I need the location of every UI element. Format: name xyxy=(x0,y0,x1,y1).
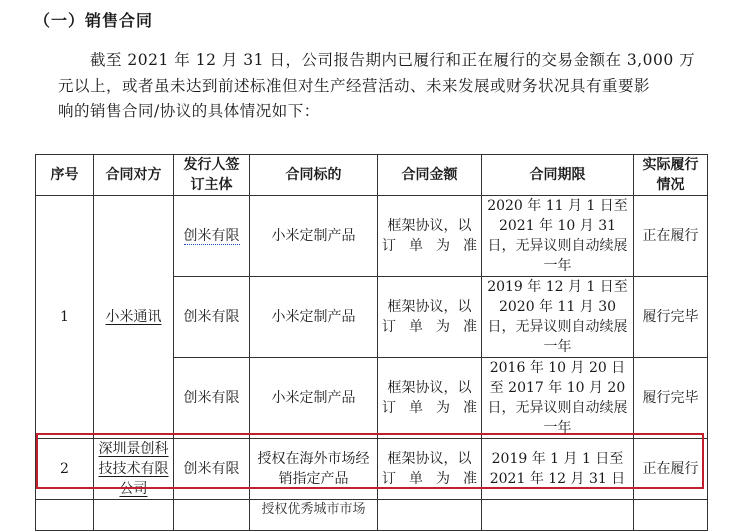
cell-subject: 小米定制产品 xyxy=(250,358,378,439)
cell-empty xyxy=(378,500,482,531)
table-header-row xyxy=(36,155,708,196)
table-row xyxy=(36,196,708,277)
cell-subject: 小米定制产品 xyxy=(250,196,378,277)
cell-period: 2019 年 12 月 1 日至 2020 年 11 月 30 日，无异议则自动续展一年 xyxy=(482,277,634,358)
cell-empty xyxy=(94,500,174,531)
cell-issuer: 创米有限 xyxy=(174,358,250,439)
header-no: 序号 xyxy=(36,155,94,196)
cell-period: 2016 年 10 月 20 日至 2017 年 10 月 20 日，无异议则自动续展一年 xyxy=(482,358,634,439)
intro-line-1: 截至 2021 年 12 月 31 日，公司报告期内已履行和正在履行的交易金额在 3,000 万 xyxy=(90,51,696,69)
cell-status: 正在履行 xyxy=(634,439,708,500)
counterparty-link: 小米通讯 xyxy=(105,309,162,325)
cell-empty xyxy=(174,500,250,531)
cell-issuer xyxy=(174,196,250,277)
cell-status: 正在履行 xyxy=(634,196,708,277)
cell-amount: 框架协议，以订单为准 xyxy=(378,277,482,358)
cell-subject-partial: 授权优秀城市市场 xyxy=(250,500,378,531)
header-period: 合同期限 xyxy=(482,155,634,196)
cell-status: 履行完毕 xyxy=(634,358,708,439)
cell-issuer: 创米有限 xyxy=(174,439,250,500)
table-row xyxy=(36,439,708,500)
header-issuer: 发行人签订主体 xyxy=(174,155,250,196)
cell-counterparty xyxy=(94,196,174,439)
intro-line-3: 响的销售合同/协议的具体情况如下： xyxy=(58,102,320,120)
cell-issuer: 创米有限 xyxy=(174,277,250,358)
cell-no: 2 xyxy=(36,439,94,500)
intro-paragraph xyxy=(58,48,718,125)
header-status: 实际履行情况 xyxy=(634,155,708,196)
cell-subject: 小米定制产品 xyxy=(250,277,378,358)
cell-period: 2020 年 11 月 1 日至 2021 年 10 月 31 日，无异议则自动续展一年 xyxy=(482,196,634,277)
cell-amount: 框架协议，以订单为准 xyxy=(378,196,482,277)
sales-contracts-table xyxy=(35,154,708,531)
cell-status: 履行完毕 xyxy=(634,277,708,358)
cell-amount: 框架协议，以订单为准 xyxy=(378,439,482,500)
cell-subject: 授权在海外市场经销指定产品 xyxy=(250,439,378,500)
cell-empty xyxy=(36,500,94,531)
header-subject: 合同标的 xyxy=(250,155,378,196)
cell-empty xyxy=(482,500,634,531)
cell-period: 2019 年 1 月 1 日至 2021 年 12 月 31 日 xyxy=(482,439,634,500)
header-counterparty: 合同对方 xyxy=(94,155,174,196)
section-heading: （一）销售合同 xyxy=(34,11,154,30)
cell-empty xyxy=(634,500,708,531)
counterparty-link: 深圳景创科技技术有限公司 xyxy=(98,441,169,497)
issuer-text: 创米有限 xyxy=(183,228,240,244)
cell-no: 1 xyxy=(36,196,94,439)
table-row-partial xyxy=(36,500,708,531)
cell-amount: 框架协议，以订单为准 xyxy=(378,358,482,439)
cell-counterparty xyxy=(94,439,174,500)
intro-line-2: 元以上，或者虽未达到前述标准但对生产经营活动、未来发展或财务状况具有重要影 xyxy=(58,76,651,95)
header-amount: 合同金额 xyxy=(378,155,482,196)
